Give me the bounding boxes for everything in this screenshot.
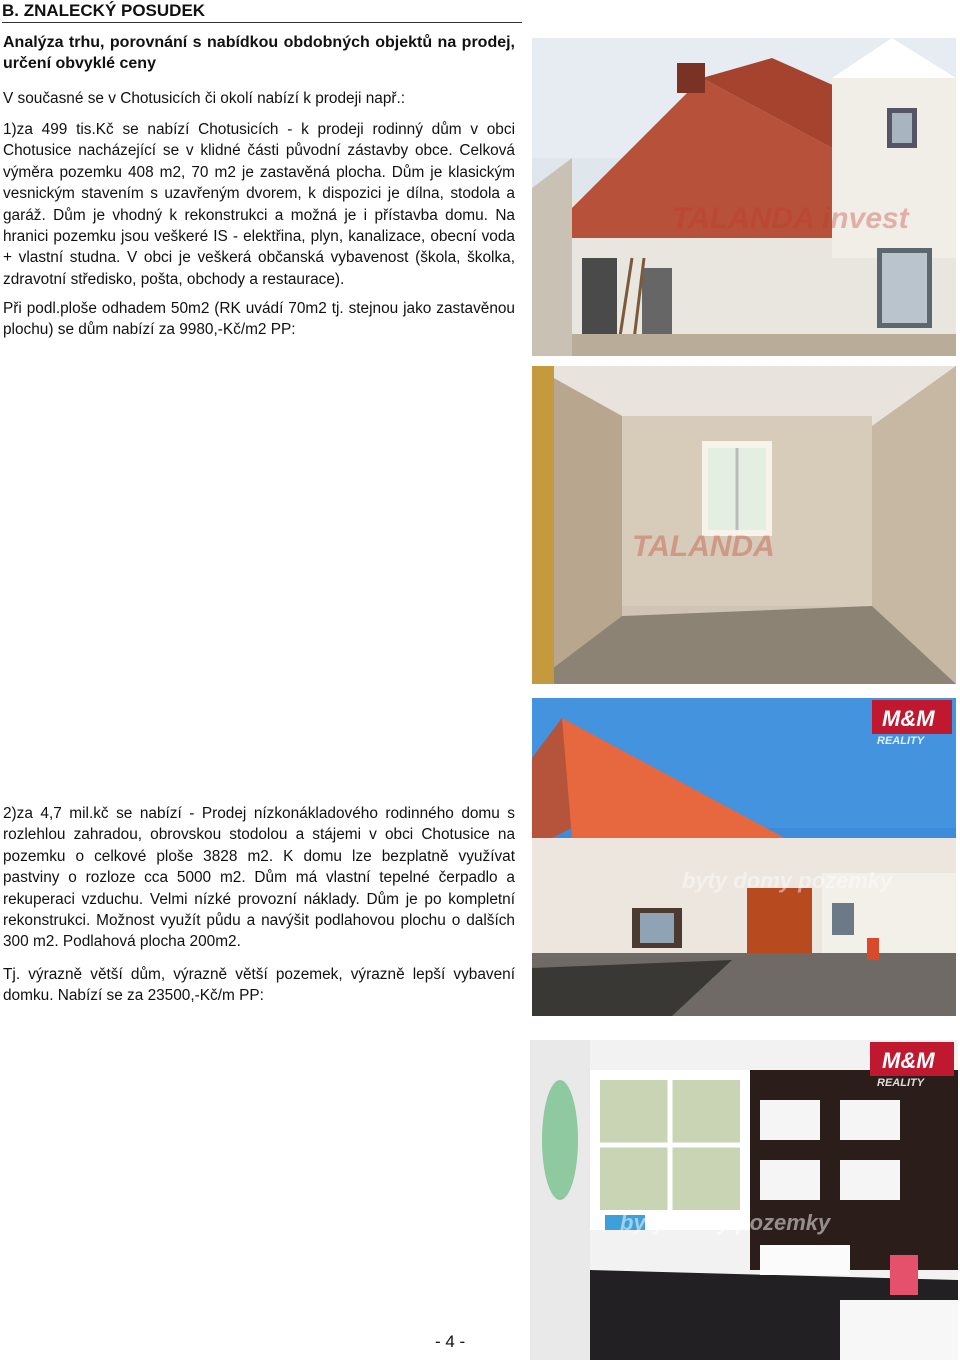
- mm-reality-text: REALITY: [877, 735, 925, 747]
- mm-logo-text: M&M: [882, 706, 935, 731]
- listing1-description: 1)za 499 tis.Kč se nabízí Chotusicích - k prodeji rodinný dům v obci Chotusice nacházející se v klidné části původní zástavby obce. Celková výměra pozemku 408 m2, 70 m2 je zastavěná plocha. Dům je klasickým vesnickým stavením s uzavřeným dvorem, k dispozici je dílna, stodola a garáž. Dům je vhodný k rekonstrukci a možná je i přístavba domu. Na hranici pozemku jsou veškeré IS - elektřina, plyn, kanalizace, obecní voda + vlastní studna. V obci je veškerá občanská vybavenost (škola, školka, zdravotní středisko, pošta, obchody a restaurace).: [3, 121, 515, 288]
- photo-renovated-house-exterior: [532, 698, 956, 1016]
- byty-domy-watermark-2: byty domy pozemky: [620, 1210, 831, 1235]
- talanda-watermark-1: TALANDA invest: [672, 202, 909, 235]
- listing2-description: 2)za 4,7 mil.kč se nabízí - Prodej nízkonákladového rodinného domu s rozlehlou zahradou, obrovskou stodolou a stájemi v obci Chotusice na pozemku o celkové ploše 3828 m2. K domu lze bezplatně využívat pastviny o rozloze cca 5000 m2. Dům má vlastní tepelné čerpadlo a rekuperaci vzduchu. Velmi nízké provozní náklady. Dům je po kompletní rekonstrukci. Možnost využít půdu a navýšit podlahovou plochu o dalších 300 m2. Podlahová plocha 200m2.: [3, 805, 515, 951]
- section-heading: B. ZNALECKÝ POSUDEK: [2, 0, 522, 23]
- photo-old-house-interior: [532, 366, 956, 684]
- mm-logo-text-2: M&M: [882, 1048, 935, 1073]
- photo-renovated-bathroom: [530, 1040, 958, 1360]
- intro-paragraph: V současné se v Chotusicích či okolí nabízí k prodeji např.:: [3, 90, 406, 107]
- section-subheading: Analýza trhu, porovnání s nabídkou obdobných objektů na prodej, určení obvyklé ceny: [3, 34, 515, 72]
- listing2-price-note: Tj. výrazně větší dům, výrazně větší pozemek, výrazně lepší vybavení domku. Nabízí se za 23500,-Kč/m PP:: [3, 966, 515, 1005]
- mm-reality-text-2: REALITY: [877, 1077, 925, 1089]
- talanda-watermark-2: TALANDA: [632, 530, 775, 563]
- page-number: - 4 -: [435, 1332, 466, 1351]
- byty-domy-watermark-1: byty domy pozemky: [682, 868, 893, 893]
- photo-old-house-exterior: [532, 38, 956, 356]
- listing1-price-note: Při podl.ploše odhadem 50m2 (RK uvádí 70m2 tj. stejnou jako zastavěnou plochu) se dům nabízí za 9980,-Kč/m2 PP:: [3, 300, 515, 339]
